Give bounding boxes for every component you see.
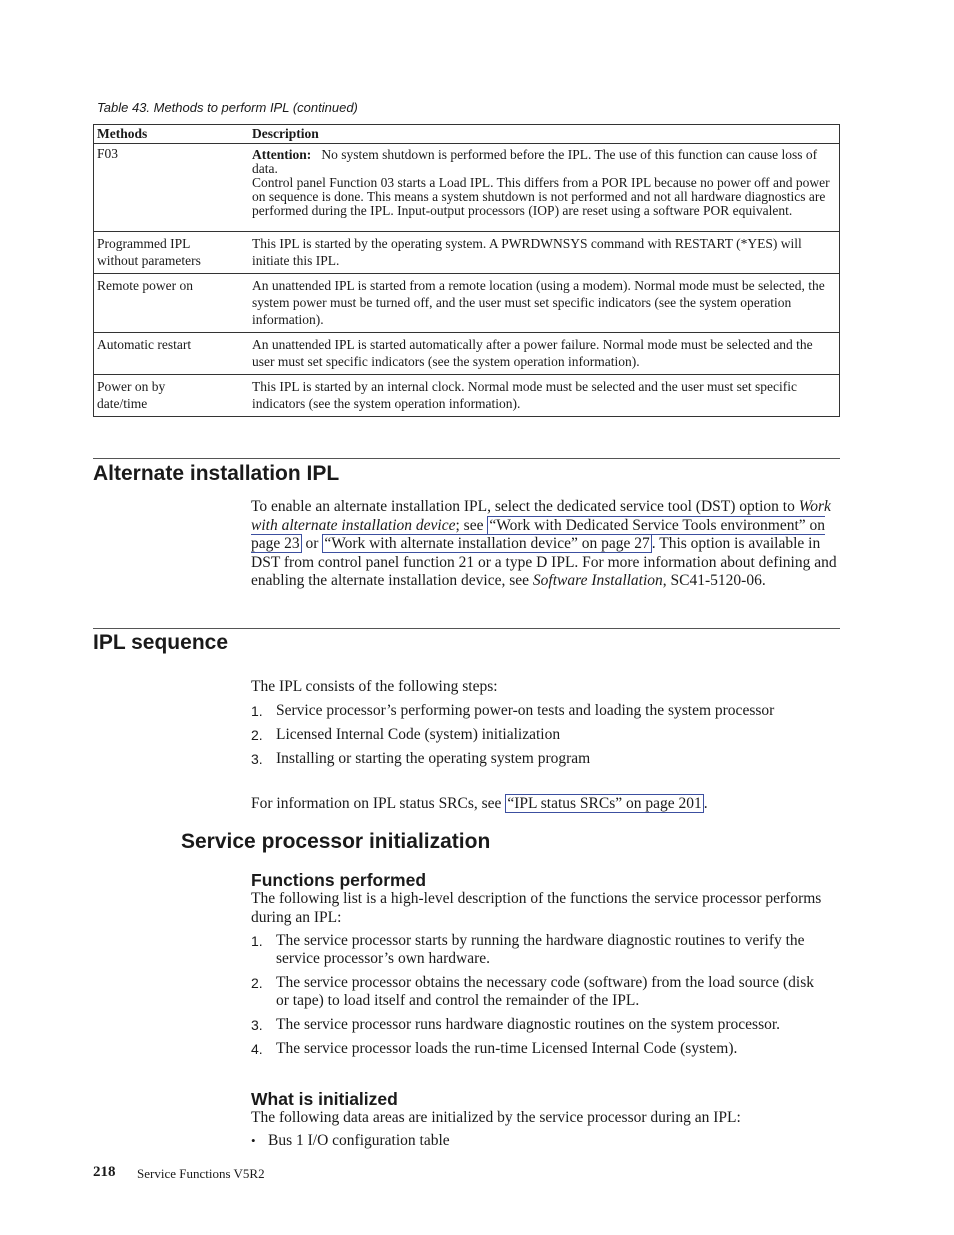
attention-label: Attention: <box>252 147 312 162</box>
table-row <box>94 232 840 274</box>
list-item <box>251 726 811 744</box>
paragraph-text: For information on IPL status SRCs, see <box>251 795 506 812</box>
table-header-row <box>94 125 840 144</box>
bullet-text: Bus 1 I/O configuration table <box>268 1132 450 1149</box>
description-text: An unattended IPL is started from a remote location (using a modem). Normal mode must be selected, the system power must be turned off, and the user must set specific indicators (see the system operation information). <box>252 278 825 327</box>
list-number: 4. <box>251 1041 263 1057</box>
initialized-bullet-item <box>251 1132 450 1151</box>
description-text: Control panel Function 03 starts a Load IPL. This differs from a POR IPL because no power off and power on sequence is done. This means a system shutdown is not performed and not all hardware diagnostics are performed during the IPL. Input-output processors (IOP) are reset using a software POR equivalent. <box>252 175 830 218</box>
description-cell <box>249 144 840 232</box>
description-text: This IPL is started by the operating system. A PWRDWNSYS command with RESTART (*YES) will initiate this IPL. <box>252 236 802 268</box>
description-text: This IPL is started by an internal clock. Normal mode must be selected and the user must set specific indicators (see the system operation information). <box>252 379 797 411</box>
table-caption: Table 43. Methods to perform IPL (continued) <box>97 100 358 115</box>
list-item <box>251 750 811 768</box>
ipl-methods-table <box>93 124 840 417</box>
ipl-status-info <box>251 795 708 814</box>
description-cell <box>249 274 840 333</box>
paragraph-text: , SC41-5120-06. <box>662 572 766 590</box>
table-row <box>94 274 840 333</box>
method-name-line: date/time <box>97 396 148 411</box>
method-cell <box>94 375 250 417</box>
method-name-line: Power on by <box>97 379 166 394</box>
method-cell <box>94 144 250 232</box>
paragraph-italic-text: Software Installation <box>532 572 663 590</box>
section-heading-alternate-installation: Alternate installation IPL <box>93 462 340 485</box>
paragraph-italic-text: Work with alternate installation device <box>251 498 831 534</box>
method-name-line: without parameters <box>97 253 201 268</box>
list-item <box>251 1040 821 1058</box>
footer-title: Service Functions V5R2 <box>137 1166 265 1181</box>
list-item <box>251 932 821 968</box>
description-cell <box>249 375 840 417</box>
list-item-text: The service processor loads the run-time Licensed Internal Code (system). <box>276 1040 738 1057</box>
paragraph-text: To enable an alternate installation IPL, select the dedicated service tool (DST) option to <box>251 498 799 515</box>
heading-functions-performed: Functions performed <box>251 870 427 890</box>
ipl-steps-list <box>251 702 811 768</box>
method-name: F03 <box>97 146 119 161</box>
subsection-heading-service-processor: Service processor initialization <box>181 830 491 853</box>
list-item-text: The service processor runs hardware diagnostic routines on the system processor. <box>276 1016 781 1033</box>
list-number: 3. <box>251 1017 263 1033</box>
section-divider <box>93 628 840 629</box>
table-row <box>94 333 840 375</box>
functions-list <box>251 932 821 1058</box>
description-text: An unattended IPL is started automatically after a power failure. Normal mode must be selected and the user must set specific indicators (see the system operation information). <box>252 337 813 369</box>
method-cell <box>94 333 250 375</box>
initialized-intro: The following data areas are initialized by the service processor during an IPL: <box>251 1109 741 1126</box>
method-cell <box>94 232 250 274</box>
section-divider <box>93 458 840 459</box>
list-item-text: Service processor’s performing power-on tests and loading the system processor <box>276 702 775 719</box>
link-alternate-installation-device[interactable]: “Work with alternate installation device” on page 27 <box>324 535 650 553</box>
column-header-methods: Methods <box>94 125 250 144</box>
list-item-text: The service processor obtains the necessary code (software) from the load source (disk or tape) to load itself and control the remainder of the IPL. <box>276 974 814 1009</box>
method-name: Remote power on <box>97 278 193 293</box>
list-item-text: Licensed Internal Code (system) initialization <box>276 726 561 743</box>
ipl-sequence-intro: The IPL consists of the following steps: <box>251 678 498 695</box>
list-number: 2. <box>251 975 263 991</box>
page-number: 218 <box>93 1164 116 1180</box>
paragraph-text: or <box>301 535 323 553</box>
list-item-text: Installing or starting the operating system program <box>276 750 591 767</box>
method-name: Automatic restart <box>97 337 192 352</box>
list-item <box>251 1016 821 1034</box>
attention-text: No system shutdown is performed before the IPL. The use of this function can cause loss of data. <box>252 147 818 176</box>
list-item-text: The service processor starts by running the hardware diagnostic routines to verify the service processor’s own hardware. <box>276 932 805 967</box>
list-number: 3. <box>251 751 263 767</box>
table-row <box>94 144 840 232</box>
list-number: 2. <box>251 727 263 743</box>
functions-intro: The following list is a high-level description of the functions the service processor performs during an IPL: <box>251 890 822 926</box>
list-number: 1. <box>251 933 263 949</box>
column-header-description: Description <box>249 125 840 144</box>
alternate-installation-paragraph <box>251 498 841 591</box>
table-row <box>94 375 840 417</box>
paragraph-text: . This option is available in DST from control panel function 21 or a type D IPL. For more information about defining and enabling the alternate installation device, see <box>251 535 837 590</box>
link-ipl-status-srcs[interactable]: “IPL status SRCs” on page 201 <box>507 795 702 812</box>
section-heading-ipl-sequence: IPL sequence <box>93 631 229 654</box>
description-cell <box>249 333 840 375</box>
list-item <box>251 702 811 720</box>
list-item <box>251 974 821 1010</box>
paragraph-text: ; see <box>455 516 488 534</box>
heading-what-is-initialized: What is initialized <box>251 1089 398 1109</box>
method-name-line: Programmed IPL <box>97 236 191 251</box>
paragraph-text: . <box>703 795 708 812</box>
list-number: 1. <box>251 703 263 719</box>
description-cell <box>249 232 840 274</box>
method-cell <box>94 274 250 333</box>
bullet-icon: • <box>251 1133 256 1148</box>
link-dst-environment[interactable]: “Work with Dedicated Service Tools environment” on page 23 <box>251 516 826 553</box>
